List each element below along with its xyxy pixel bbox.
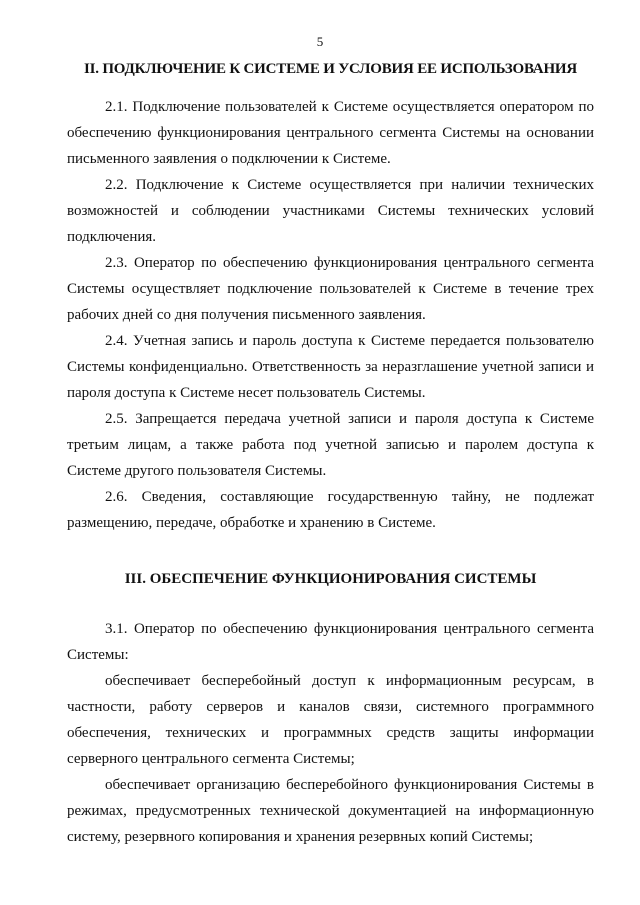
paragraph-2-6: 2.6. Сведения, составляющие государственную тайну, не подлежат размещению, передаче, обработке и хранению в Системе. (67, 489, 594, 531)
section-3-title: III. ОБЕСПЕЧЕНИЕ ФУНКЦИОНИРОВАНИЯ СИСТЕМЫ (124, 571, 537, 587)
paragraph-2-4: 2.4. Учетная запись и пароль доступа к Системе передается пользователю Системы конфиденциально. Ответственность за неразглашение учетной записи и пароля доступа к Системе несет пользователь Системы. (67, 333, 594, 401)
page-number: 5 (316, 34, 324, 49)
section-3-body (67, 616, 594, 850)
document-content (67, 58, 594, 850)
paragraph-3-1-item-1: обеспечивает бесперебойный доступ к информационным ресурсам, в частности, работу серверов и каналов связи, системного программного обеспечения, технических и программных средств защиты информации серверного центрального сегмента Системы; (67, 673, 594, 767)
section-2-title: II. ПОДКЛЮЧЕНИЕ К СИСТЕМЕ И УСЛОВИЯ ЕЕ ИСПОЛЬЗОВАНИЯ (83, 61, 578, 77)
paragraph-2-2: 2.2. Подключение к Системе осуществляется при наличии технических возможностей и соблюдении участниками Системы технических условий подключения. (67, 177, 594, 245)
paragraph-3-1: 3.1. Оператор по обеспечению функционирования центрального сегмента Системы: (67, 621, 594, 663)
paragraph-2-1: 2.1. Подключение пользователей к Системе осуществляется оператором по обеспечению функционирования центрального сегмента Системы на основании письменного заявления о подключении к Системе. (67, 99, 594, 167)
paragraph-2-3: 2.3. Оператор по обеспечению функционирования центрального сегмента Системы осуществляет подключение пользователей к Системе в течение трех рабочих дней со дня получения письменного заявления. (67, 255, 594, 323)
paragraph-2-5: 2.5. Запрещается передача учетной записи и пароля доступа к Системе третьим лицам, а также работа под учетной записью и паролем доступа к Системе другого пользователя Системы. (67, 411, 594, 479)
section-2-body (67, 94, 594, 536)
paragraph-3-1-item-2: обеспечивает организацию бесперебойного функционирования Системы в режимах, предусмотренных технической документацией на информационную систему, резервного копирования и хранения резервных копий Системы; (67, 777, 594, 845)
